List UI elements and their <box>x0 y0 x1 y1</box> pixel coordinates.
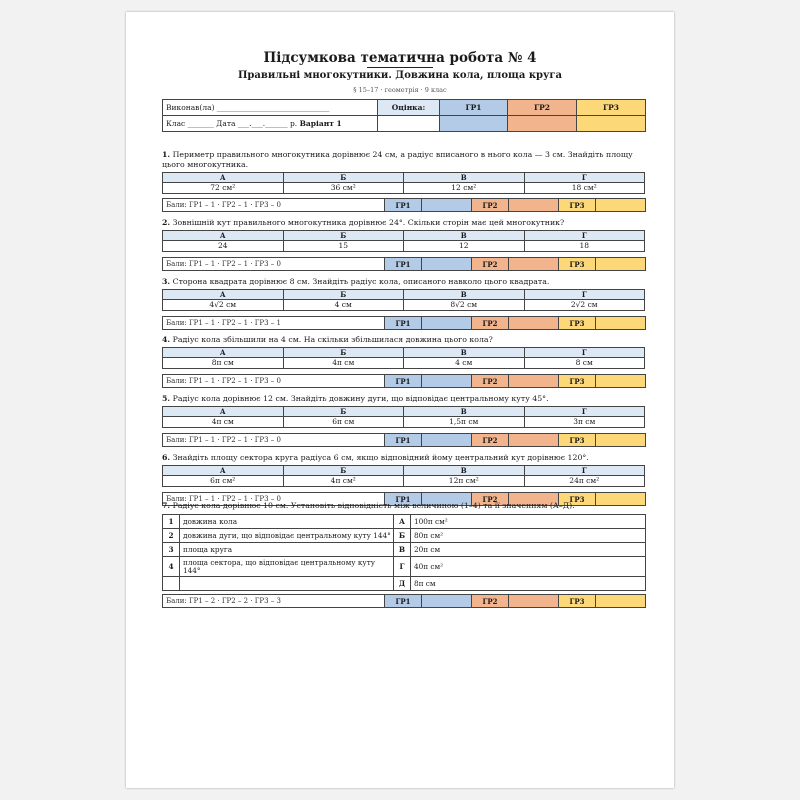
question-text: Радіус кола дорівнює 12 см. Знайдіть довжину дуги, що відповідає центральному куту 45°. <box>172 394 549 403</box>
page-subtitle: Правильні многокутники. Довжина кола, площа круга <box>237 70 563 81</box>
option-value[interactable]: 4 см <box>404 358 525 369</box>
option-value[interactable]: 6π см <box>283 417 404 428</box>
option-letter: А <box>163 173 284 183</box>
score-gr1-cell[interactable] <box>422 199 472 212</box>
option-value[interactable]: 24 <box>163 241 284 252</box>
grade-empty-cell <box>378 116 440 132</box>
option-value[interactable]: 4 см <box>283 300 404 311</box>
match-item-number: 2 <box>163 529 180 543</box>
question-number: 1. <box>162 150 171 159</box>
question-number: 7. <box>162 501 171 510</box>
question-number: 2. <box>162 218 171 227</box>
match-value-letter: Г <box>394 557 411 577</box>
grade-label: Оцінка: <box>378 100 440 116</box>
score-row <box>162 257 646 271</box>
question-text: Сторона квадрата дорівнює 8 см. Знайдіть радіус кола, описаного навколо цього квадрата. <box>172 277 550 286</box>
option-value[interactable]: 8π см <box>163 358 284 369</box>
score-gr2-cell[interactable] <box>509 258 559 271</box>
class-date-label: Клас _______ Дата ___.___.______ р. <box>166 118 298 128</box>
option-letter: А <box>163 407 284 417</box>
question-5 <box>162 394 645 404</box>
option-letter: В <box>404 348 525 358</box>
option-value[interactable]: 8√2 см <box>404 300 525 311</box>
score-row <box>162 433 646 447</box>
score-gr3-label: ГР3 <box>559 375 596 388</box>
option-letter: А <box>163 231 284 241</box>
question-number: 6. <box>162 453 171 462</box>
match-value-text: 80π см² <box>411 529 646 543</box>
question-3 <box>162 277 645 287</box>
score-gr1-cell[interactable] <box>422 375 472 388</box>
question-text: Периметр правильного многокутника дорівнює 24 см, а радіус вписаного в нього кола — 3 см. Знайдіть площу цього многокутника. <box>162 150 633 169</box>
score-row <box>162 198 646 212</box>
points-text: Бали: ГР1 – 1 · ГР2 – 1 · ГР3 – 0 <box>163 199 385 212</box>
question-text: Радіус кола дорівнює 10 см. Установіть відповідність між величиною (1–4) та її значенням (А–Д). <box>172 501 575 510</box>
match-empty-cell <box>180 577 394 591</box>
score-gr1-label: ГР1 <box>385 375 422 388</box>
answer-options-table <box>162 406 645 428</box>
grade-gr1-cell[interactable] <box>440 116 508 132</box>
score-gr3-label: ГР3 <box>559 595 596 608</box>
score-gr2-cell[interactable] <box>509 595 559 608</box>
score-gr3-cell[interactable] <box>596 199 646 212</box>
option-letter: А <box>163 348 284 358</box>
title-underline <box>367 67 433 68</box>
question-number: 3. <box>162 277 171 286</box>
option-letter: Б <box>283 348 404 358</box>
option-value[interactable]: 4π см <box>163 417 284 428</box>
points-text: Бали: ГР1 – 1 · ГР2 – 1 · ГР3 – 0 <box>163 375 385 388</box>
option-letter: Г <box>524 466 645 476</box>
match-item-number: 4 <box>163 557 180 577</box>
option-value[interactable]: 4π см <box>283 358 404 369</box>
option-letter: Г <box>524 173 645 183</box>
question-2 <box>162 218 645 228</box>
student-name-field[interactable]: Виконав(ла) ______________________________ <box>163 100 378 116</box>
option-letter: Б <box>283 407 404 417</box>
score-gr2-label: ГР2 <box>472 317 509 330</box>
score-gr2-label: ГР2 <box>472 375 509 388</box>
option-value[interactable]: 4π см² <box>283 476 404 487</box>
option-letter: Б <box>283 290 404 300</box>
grade-gr2-cell[interactable] <box>508 116 577 132</box>
option-value[interactable]: 12 <box>404 241 525 252</box>
option-value[interactable]: 3π см <box>524 417 645 428</box>
option-letter: Г <box>524 231 645 241</box>
score-row <box>162 374 646 388</box>
variant-label: Варіант 1 <box>299 118 342 128</box>
match-value-letter: Д <box>394 577 411 591</box>
score-gr2-cell[interactable] <box>509 317 559 330</box>
answer-options-table <box>162 347 645 369</box>
match-item-text: площа круга <box>180 543 394 557</box>
grade-gr1-header: ГР1 <box>440 100 508 116</box>
score-gr1-label: ГР1 <box>385 493 422 506</box>
question-text: Радіус кола збільшили на 4 см. На скільки збільшилася довжина цього кола? <box>172 335 493 344</box>
score-gr2-cell[interactable] <box>509 375 559 388</box>
option-letter: А <box>163 290 284 300</box>
score-gr3-label: ГР3 <box>559 434 596 447</box>
match-value-letter: А <box>394 515 411 529</box>
option-value[interactable]: 36 см² <box>283 183 404 194</box>
option-letter: Б <box>283 231 404 241</box>
match-item-text: довжина кола <box>180 515 394 529</box>
option-letter: В <box>404 173 525 183</box>
score-gr1-label: ГР1 <box>385 434 422 447</box>
score-gr3-cell[interactable] <box>596 595 646 608</box>
option-value[interactable]: 18 <box>524 241 645 252</box>
points-text: Бали: ГР1 – 2 · ГР2 – 2 · ГР3 – 3 <box>163 595 385 608</box>
option-letter: Б <box>283 173 404 183</box>
option-value[interactable]: 6π см² <box>163 476 284 487</box>
question-number: 4. <box>162 335 171 344</box>
score-gr2-cell[interactable] <box>509 199 559 212</box>
match-value-letter: В <box>394 543 411 557</box>
worksheet-page <box>126 12 674 788</box>
score-gr2-label: ГР2 <box>472 258 509 271</box>
question-1 <box>162 150 645 170</box>
class-date-variant-field[interactable] <box>163 116 378 132</box>
match-item-number: 3 <box>163 543 180 557</box>
matching-table <box>162 514 646 591</box>
question-number: 5. <box>162 394 171 403</box>
option-letter: А <box>163 466 284 476</box>
option-value[interactable]: 12π см² <box>404 476 525 487</box>
option-letter: Б <box>283 466 404 476</box>
option-letter: В <box>404 231 525 241</box>
points-text: Бали: ГР1 – 1 · ГР2 – 1 · ГР3 – 1 <box>163 317 385 330</box>
option-value[interactable]: 15 <box>283 241 404 252</box>
option-value[interactable]: 4√2 см <box>163 300 284 311</box>
student-info-table <box>162 99 646 132</box>
answer-options-table <box>162 289 645 311</box>
answer-options-table <box>162 172 645 194</box>
score-gr3-label: ГР3 <box>559 317 596 330</box>
option-letter: В <box>404 466 525 476</box>
option-letter: В <box>404 290 525 300</box>
score-gr1-cell[interactable] <box>422 317 472 330</box>
option-letter: Г <box>524 348 645 358</box>
score-gr1-label: ГР1 <box>385 199 422 212</box>
option-value[interactable]: 12 см² <box>404 183 525 194</box>
score-gr2-label: ГР2 <box>472 595 509 608</box>
score-gr3-cell[interactable] <box>596 258 646 271</box>
score-gr1-label: ГР1 <box>385 258 422 271</box>
option-value[interactable]: 72 см² <box>163 183 284 194</box>
option-value[interactable]: 2√2 см <box>524 300 645 311</box>
answer-options-table <box>162 465 645 487</box>
match-item-number: 1 <box>163 515 180 529</box>
option-value[interactable]: 18 см² <box>524 183 645 194</box>
points-text: Бали: ГР1 – 1 · ГР2 – 1 · ГР3 – 0 <box>163 493 385 506</box>
match-value-text: 100π см² <box>411 515 646 529</box>
match-item-text: площа сектора, що відповідає центральному куту 144° <box>180 557 394 577</box>
option-letter: В <box>404 407 525 417</box>
score-gr1-label: ГР1 <box>385 595 422 608</box>
score-gr2-label: ГР2 <box>472 434 509 447</box>
score-gr3-cell[interactable] <box>596 434 646 447</box>
score-gr3-label: ГР3 <box>559 258 596 271</box>
points-text: Бали: ГР1 – 1 · ГР2 – 1 · ГР3 – 0 <box>163 258 385 271</box>
match-value-text: 40π см² <box>411 557 646 577</box>
option-letter: Г <box>524 407 645 417</box>
grade-gr3-header: ГР3 <box>577 100 646 116</box>
score-row <box>162 316 646 330</box>
score-row <box>162 594 646 608</box>
score-gr1-cell[interactable] <box>422 595 472 608</box>
score-gr2-cell[interactable] <box>509 434 559 447</box>
match-empty-cell <box>163 577 180 591</box>
option-value[interactable]: 8 см <box>524 358 645 369</box>
score-gr3-label: ГР3 <box>559 199 596 212</box>
grade-gr2-header: ГР2 <box>508 100 577 116</box>
score-gr1-label: ГР1 <box>385 317 422 330</box>
match-item-text: довжина дуги, що відповідає центральному куту 144° <box>180 529 394 543</box>
match-value-letter: Б <box>394 529 411 543</box>
page-meta: § 15–17 · геометрія · 9 клас <box>353 86 447 94</box>
question-4 <box>162 335 645 345</box>
option-letter: Г <box>524 290 645 300</box>
question-text: Знайдіть площу сектора круга радіуса 6 см, якщо відповідний йому центральний кут дорівнює 120°. <box>172 453 589 462</box>
score-gr2-label: ГР2 <box>472 199 509 212</box>
option-value[interactable]: 24π см² <box>524 476 645 487</box>
page-title: Підсумкова тематична робота № 4 <box>263 50 537 66</box>
question-7 <box>162 501 645 511</box>
score-gr3-cell[interactable] <box>596 375 646 388</box>
answer-options-table <box>162 230 645 252</box>
score-gr1-cell[interactable] <box>422 434 472 447</box>
grade-gr3-cell[interactable] <box>577 116 646 132</box>
score-gr1-cell[interactable] <box>422 258 472 271</box>
match-value-text: 20π см <box>411 543 646 557</box>
option-value[interactable]: 1,5π см <box>404 417 525 428</box>
score-gr2-label: ГР2 <box>472 493 509 506</box>
question-text: Зовнішній кут правильного многокутника дорівнює 24°. Скільки сторін має цей многокутник? <box>172 218 565 227</box>
question-6 <box>162 453 645 463</box>
score-gr3-cell[interactable] <box>596 317 646 330</box>
score-gr3-label: ГР3 <box>559 493 596 506</box>
points-text: Бали: ГР1 – 1 · ГР2 – 1 · ГР3 – 0 <box>163 434 385 447</box>
match-value-text: 8π см <box>411 577 646 591</box>
